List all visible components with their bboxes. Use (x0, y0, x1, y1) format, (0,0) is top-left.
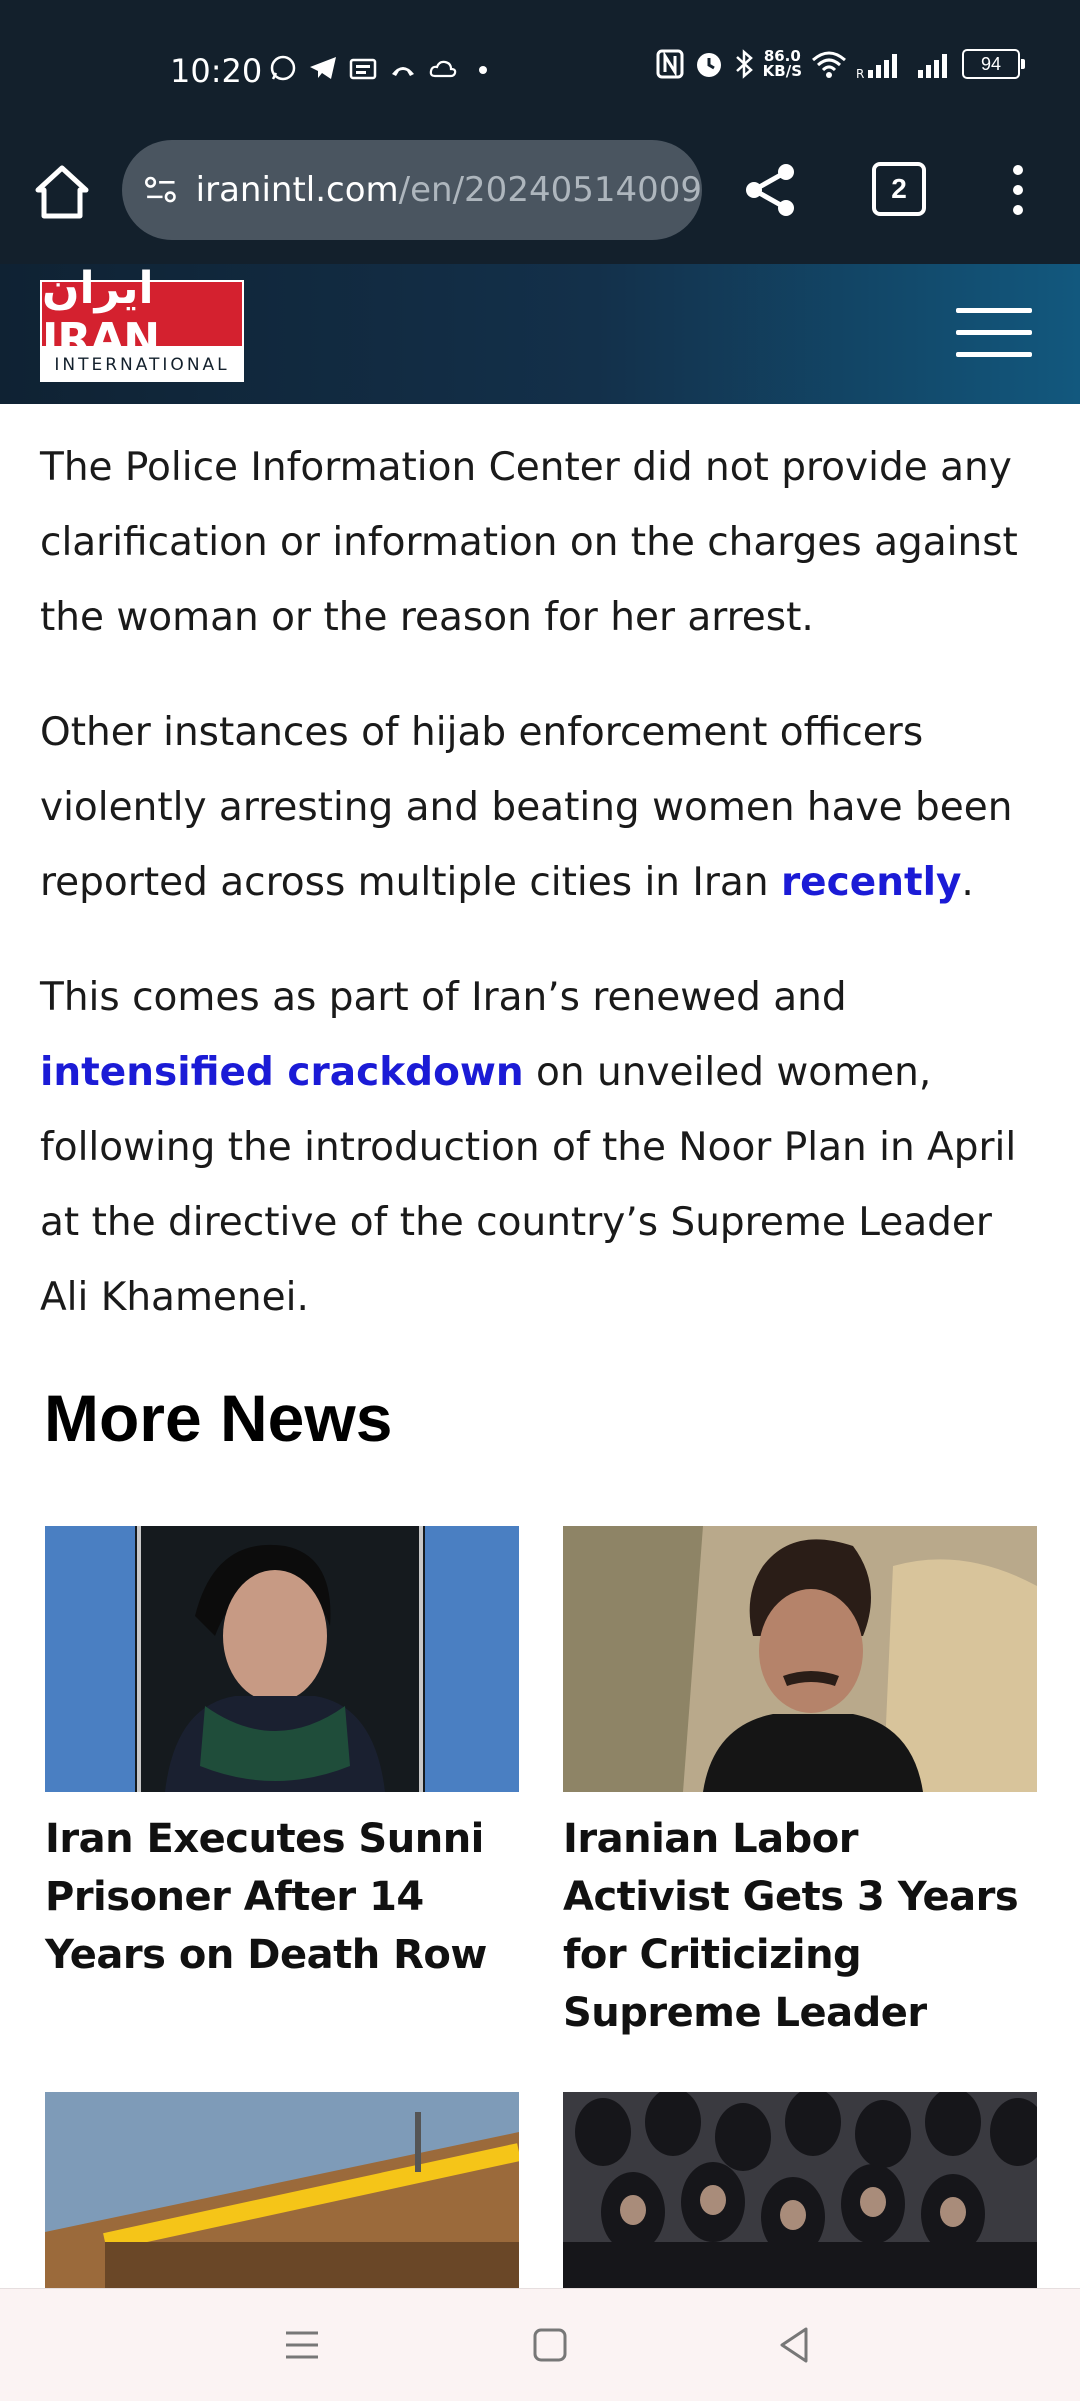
article-body (40, 430, 1040, 1375)
hamburger-menu-icon[interactable] (956, 308, 1032, 358)
url-path: /en/20240514009 (398, 170, 702, 210)
nfc-icon (655, 48, 685, 80)
news-thumbnail[interactable] (45, 1526, 519, 1792)
system-navigation-bar (0, 2288, 1080, 2401)
more-options-icon[interactable] (1000, 160, 1036, 220)
news-card-title[interactable]: Iran Executes Sunni Prisoner After 14 Years on Death Row (45, 1816, 487, 1978)
network-speed: 86.0 KB/S (762, 47, 802, 80)
status-time: 10:20 (170, 52, 263, 90)
call-icon (388, 50, 418, 86)
svg-text:R: R (856, 67, 865, 80)
news-card-title[interactable]: Iranian Labor Activist Gets 3 Years for Criticizing Supreme Leader (563, 1816, 1019, 2036)
browser-toolbar (0, 140, 1080, 264)
alarm-icon (693, 48, 725, 80)
more-news-heading: More News (44, 1381, 393, 1455)
logo-subtitle: INTERNATIONAL (54, 355, 230, 375)
back-nav-icon[interactable] (772, 2323, 816, 2367)
home-nav-icon[interactable] (528, 2323, 572, 2367)
notification-icons (268, 50, 498, 86)
article-paragraph: This comes as part of Iran’s renewed and intensified crackdown on unveiled women, following the introduction of the Noor Plan in April at the directive of the country’s Supreme Leader Ali Khamenei. (40, 975, 1017, 1320)
signal-icon (914, 48, 954, 80)
url-host: iranintl.com (195, 170, 399, 210)
dot-icon (468, 50, 498, 86)
share-icon[interactable] (740, 160, 800, 220)
news-thumbnail[interactable] (563, 2092, 1037, 2288)
cloud-icon (428, 50, 458, 86)
intensified-crackdown-link[interactable]: intensified crackdown (40, 1050, 524, 1095)
address-bar[interactable] (122, 140, 702, 240)
signal-icon (856, 48, 906, 80)
news-thumbnail[interactable] (45, 2092, 519, 2288)
logo-wordmark: ايران IRAN (42, 282, 242, 346)
news-card[interactable] (563, 1526, 1037, 2042)
status-bar (0, 0, 1080, 140)
recently-link[interactable]: recently (780, 860, 962, 905)
system-icons (655, 48, 1020, 80)
site-header (0, 264, 1080, 404)
article-paragraph: The Police Information Center did not provide any clarification or information on the charges against the woman or the reason for her arrest. (40, 445, 1018, 640)
home-button[interactable] (30, 160, 94, 224)
telegram-icon (308, 50, 338, 86)
site-settings-icon[interactable] (142, 168, 180, 212)
iran-international-logo[interactable] (40, 263, 244, 382)
tab-switcher-button[interactable]: 2 (872, 162, 926, 216)
whatsapp-icon (268, 50, 298, 86)
bluetooth-icon (733, 48, 755, 80)
news-card[interactable] (563, 2092, 1037, 2288)
url-text[interactable] (196, 170, 702, 210)
article-paragraph: Other instances of hijab enforcement officers violently arresting and beating women have been reported across multiple cities in Iran recently. (40, 710, 1013, 905)
news-thumbnail[interactable] (563, 1526, 1037, 1792)
battery-indicator: 94 (962, 49, 1020, 79)
news-card[interactable] (45, 2092, 519, 2288)
wifi-icon (810, 48, 848, 80)
news-card[interactable] (45, 1526, 519, 1984)
recent-apps-icon[interactable] (280, 2323, 324, 2367)
news-icon (348, 50, 378, 86)
